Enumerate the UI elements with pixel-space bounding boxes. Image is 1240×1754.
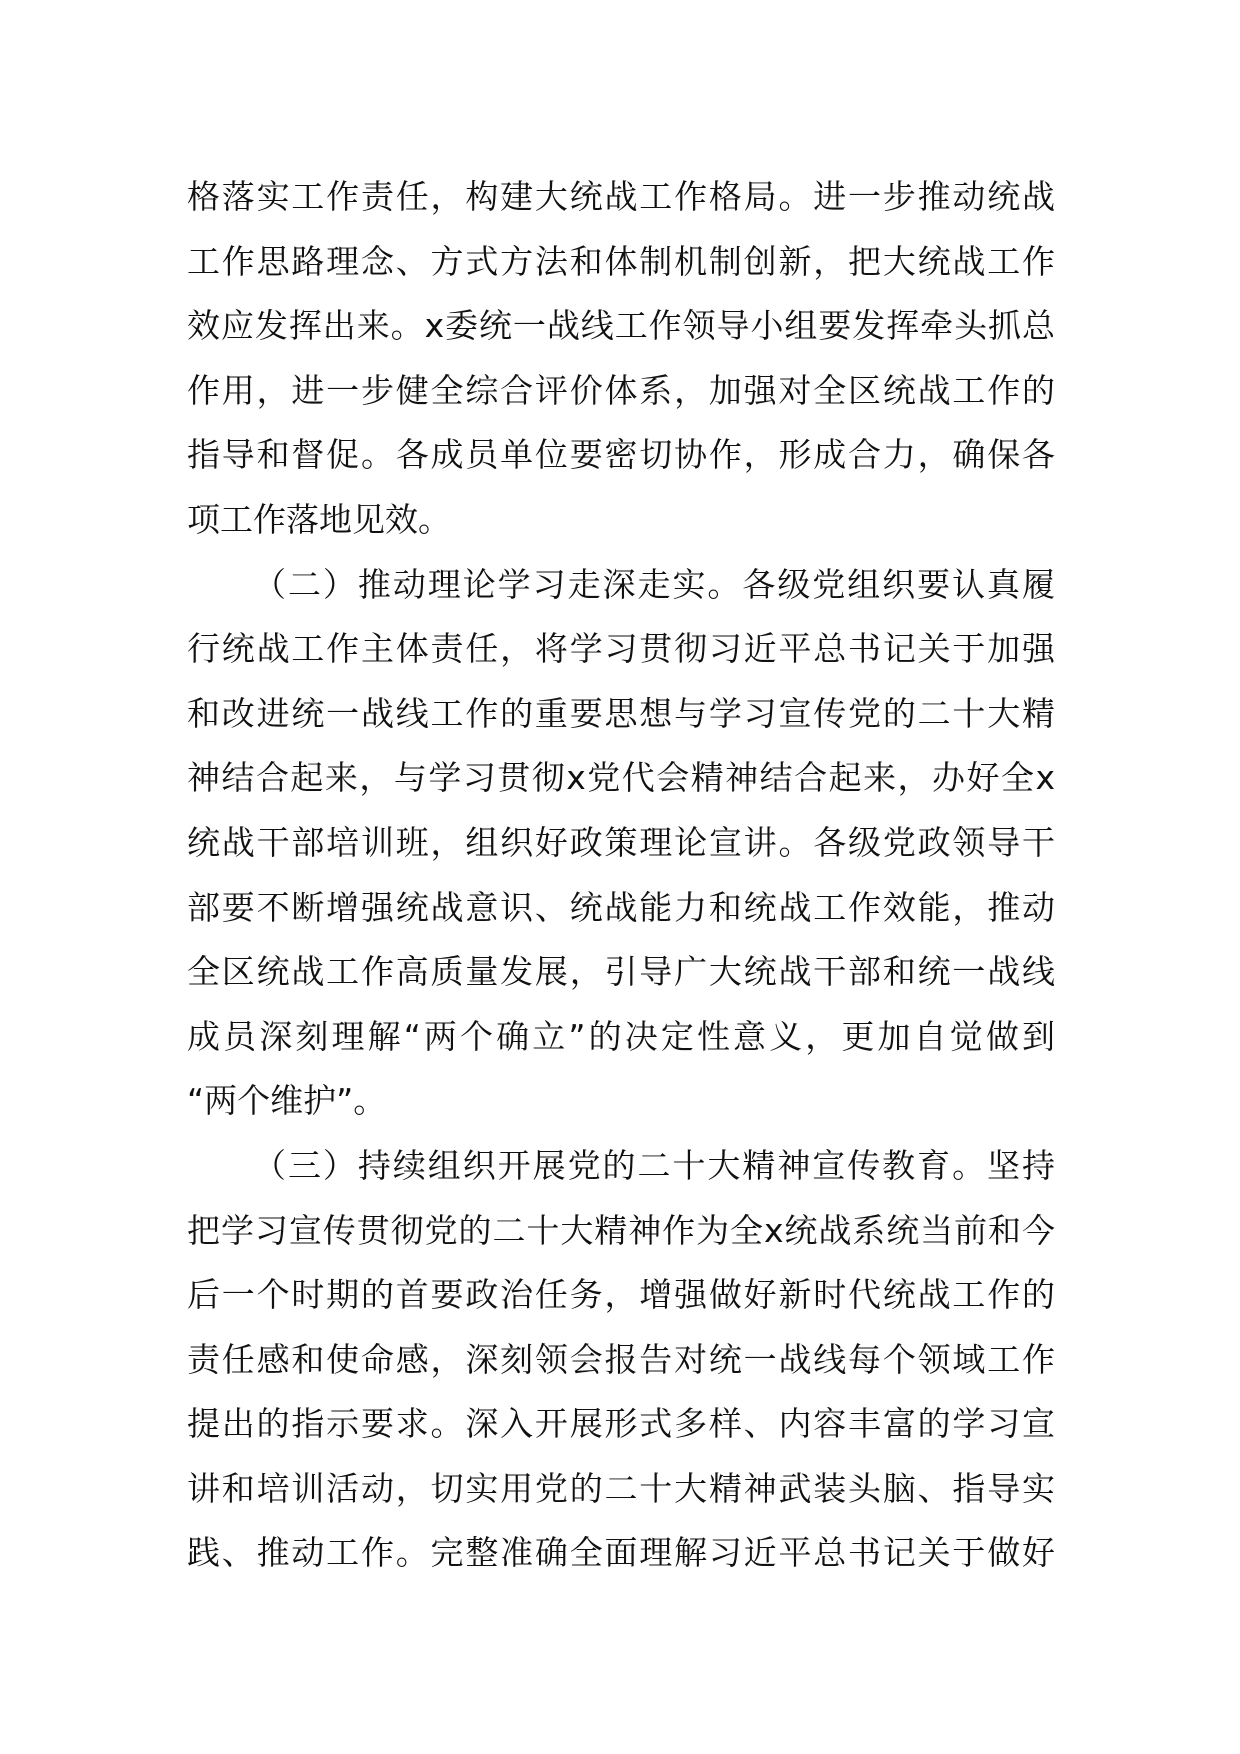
text-line: 践、推动工作。完整准确全面理解习近平总书记关于做好 <box>187 1533 1055 1573</box>
text-line: 项工作落地见效。 <box>187 499 451 539</box>
text-line: 提出的指示要求。深入开展形式多样、内容丰富的学习宣 <box>187 1404 1055 1444</box>
text-line: 工作思路理念、方式方法和体制机制创新，把大统战工作 <box>187 241 1055 281</box>
text-line: （三）持续组织开展党的二十大精神宣传教育。坚持 <box>253 1145 1055 1185</box>
text-line: 部要不断增强统战意识、统战能力和统战工作效能，推动 <box>187 887 1055 927</box>
text-line: 格落实工作责任，构建大统战工作格局。进一步推动统战 <box>187 177 1055 216</box>
document-body <box>187 165 1055 1586</box>
text-line: 全区统战工作高质量发展，引导广大统战干部和统一战线 <box>187 952 1055 992</box>
text-line: “两个维护”。 <box>187 1081 387 1121</box>
text-line: 统战干部培训班，组织好政策理论宣讲。各级党政领导干 <box>187 822 1055 862</box>
text-line: 后一个时期的首要政治任务，增强做好新时代统战工作的 <box>187 1275 1055 1315</box>
text-line: 神结合起来，与学习贯彻x党代会精神结合起来，办好全x <box>187 758 1055 798</box>
text-line: 讲和培训活动，切实用党的二十大精神武装头脑、指导实 <box>187 1468 1055 1508</box>
text-line: 把学习宣传贯彻党的二十大精神作为全x统战系统当前和今 <box>187 1210 1055 1250</box>
text-line: 作用，进一步健全综合评价体系，加强对全区统战工作的 <box>187 370 1055 410</box>
text-line: （二）推动理论学习走深走实。各级党组织要认真履 <box>253 564 1055 604</box>
text-line: 成员深刻理解“两个确立”的决定性意义，更加自觉做到 <box>187 1016 1055 1056</box>
text-line: 行统战工作主体责任，将学习贯彻习近平总书记关于加强 <box>187 629 1055 669</box>
text-line: 指导和督促。各成员单位要密切协作，形成合力，确保各 <box>187 435 1055 475</box>
text-line: 和改进统一战线工作的重要思想与学习宣传党的二十大精 <box>187 693 1055 733</box>
text-line: 责任感和使命感，深刻领会报告对统一战线每个领域工作 <box>187 1339 1055 1379</box>
text-line: 效应发挥出来。x委统一战线工作领导小组要发挥牵头抓总 <box>187 306 1055 346</box>
